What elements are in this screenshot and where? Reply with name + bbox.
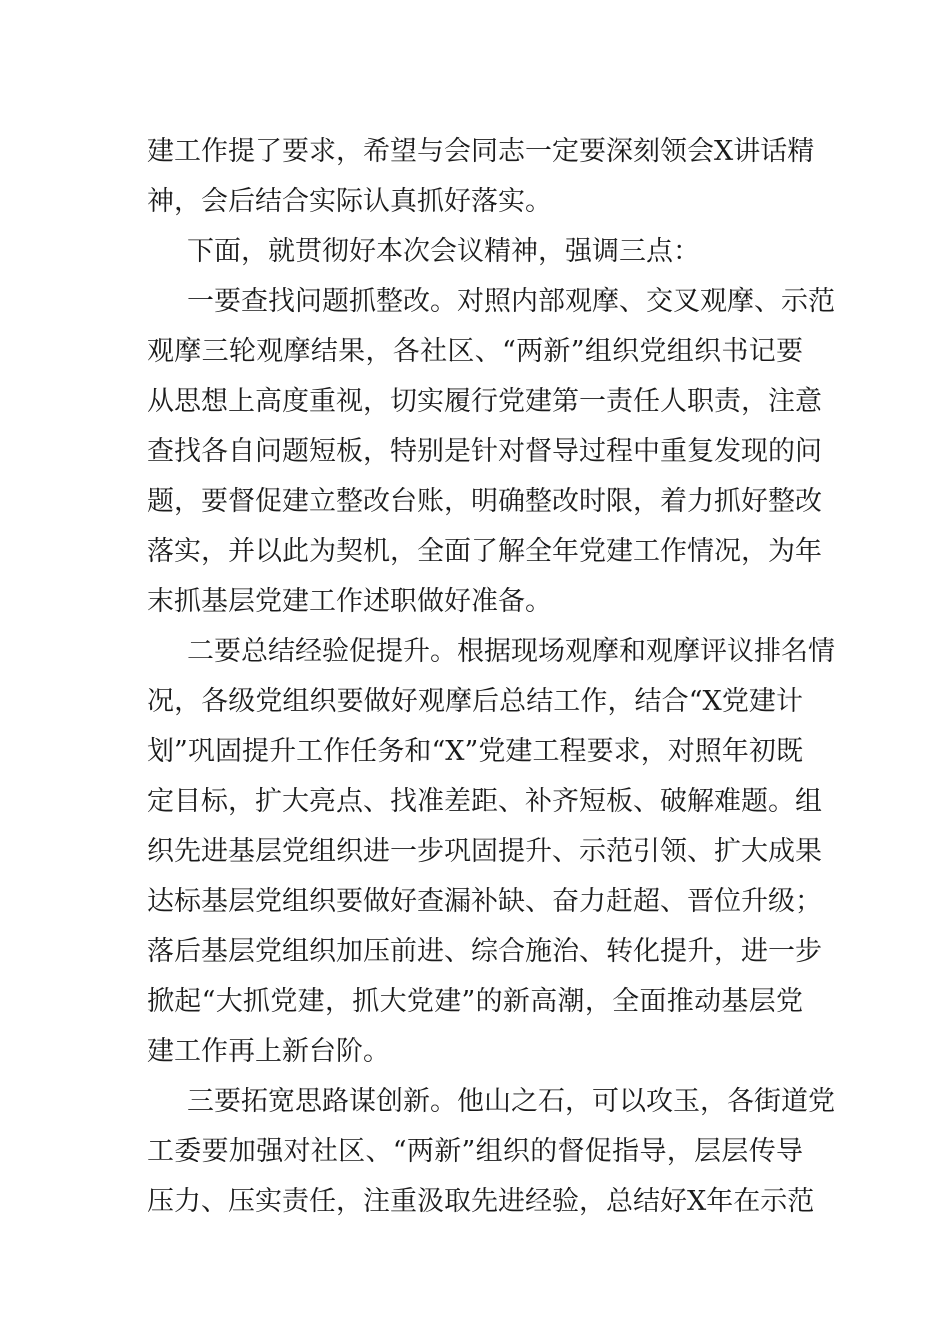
- paragraph-line: 三要拓宽思路谋创新。他山之石，可以攻玉，各街道党: [187, 1086, 835, 1117]
- paragraph-line: 落实，并以此为契机，全面了解全年党建工作情况，为年: [147, 536, 822, 567]
- paragraph-line: 观摩三轮观摩结果，各社区、“两新”组织党组织书记要: [147, 336, 803, 367]
- paragraph-line: 掀起“大抓党建，抓大党建”的新高潮，全面推动基层党: [147, 986, 803, 1017]
- paragraph-line: 建工作提了要求，希望与会同志一定要深刻领会X讲话精: [147, 136, 815, 167]
- paragraph-line: 下面，就贯彻好本次会议精神，强调三点：: [187, 236, 700, 267]
- paragraph-line: 压力、压实责任，注重汲取先进经验，总结好X年在示范: [147, 1186, 815, 1217]
- paragraph-line: 题，要督促建立整改台账，明确整改时限，着力抓好整改: [147, 486, 822, 517]
- paragraph-line: 达标基层党组织要做好查漏补缺、奋力赶超、晋位升级；: [147, 886, 822, 917]
- paragraph-line: 况，各级党组织要做好观摩后总结工作，结合“X党建计: [147, 686, 803, 717]
- paragraph-line: 末抓基层党建工作述职做好准备。: [147, 586, 552, 617]
- paragraph-line: 一要查找问题抓整改。对照内部观摩、交叉观摩、示范: [187, 286, 835, 317]
- paragraph-line: 从思想上高度重视，切实履行党建第一责任人职责，注意: [147, 386, 822, 417]
- paragraph-line: 工委要加强对社区、“两新”组织的督促指导，层层传导: [147, 1136, 803, 1167]
- paragraph-line: 神，会后结合实际认真抓好落实。: [147, 186, 552, 217]
- paragraph-line: 织先进基层党组织进一步巩固提升、示范引领、扩大成果: [147, 836, 822, 867]
- paragraph-line: 划”巩固提升工作任务和“X”党建工程要求，对照年初既: [147, 736, 803, 767]
- paragraph-line: 查找各自问题短板，特别是针对督导过程中重复发现的问: [147, 436, 822, 467]
- paragraph-line: 二要总结经验促提升。根据现场观摩和观摩评议排名情: [187, 636, 835, 667]
- paragraph-line: 定目标，扩大亮点、找准差距、补齐短板、破解难题。组: [147, 786, 822, 817]
- paragraph-line: 落后基层党组织加压前进、综合施治、转化提升，进一步: [147, 936, 822, 967]
- paragraph-line: 建工作再上新台阶。: [147, 1036, 390, 1067]
